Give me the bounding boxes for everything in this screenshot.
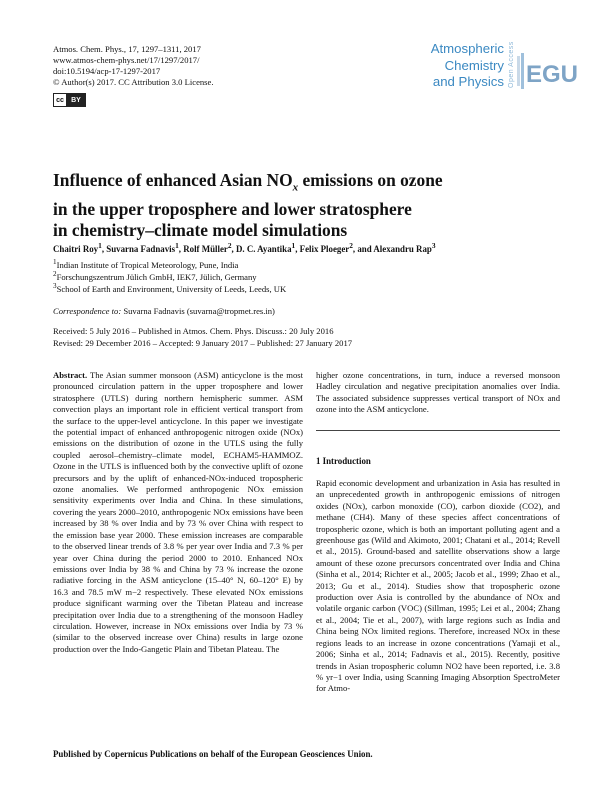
open-access-label: Open Access <box>508 41 515 89</box>
citation: Atmos. Chem. Phys., 17, 1297–1311, 2017 <box>53 44 201 54</box>
publisher-footer: Published by Copernicus Publications on behalf of the European Geosciences Union. <box>53 749 373 759</box>
journal-line-3: and Physics <box>432 74 504 89</box>
cc-by-badge <box>53 93 86 107</box>
dates-revised: Revised: 29 December 2016 – Accepted: 9 January 2017 – Published: 27 January 2017 <box>53 338 353 348</box>
abstract-text: The Asian summer monsoon (ASM) anticyclone is the most pronounced circulation pattern in the upper troposphere and lower stratosphere (UTLS) during northern hemispheric summer. ASM convection plays an important role in efficient vertical transport from the surface to the upper-level anticyclone. In this paper we investigate the potential impact of enhanced anthropogenic nitrogen oxide (NOx) emissions on the distribution of ozone in the UTLS using the fully coupled aerosol–chemistry–climate model, ECHAM5-HAMMOZ. Ozone in the UTLS is influenced both by the convective uplift of ozone precursors and by the uplift of enhanced-NOx-induced tropospheric ozone anomalies. We performed anthropogenic NOx emission sensitivity experiments over India and China. In these simulations, covering the years 2000–2010, anthropogenic NOx emissions have been increased by 38 % over India and by 73 % over China with respect to the emission base year 2000. These emission increases are comparable to the observed linear trends of 3.8 % per year over India and 7.3 % per year over China during the period 2000 to 2010. Enhanced NOx emissions over India by 38 % and China by 73 % increase the ozone radiative forcing in the ASM anticyclone (15–40° N, 60–120° E) by 16.3 and 78.5 mW m−2 respectively. These elevated NOx emissions produce significant warming over the Tibetan Plateau and increase precipitation over India due to a strengthening of the monsoon Hadley circulation. However, increase in NOx emissions over India by 73 % (similar to the observed increase over China) results in large ozone production over the Indo-Gangetic Plain and Tibetan Plateau. The <box>53 370 303 654</box>
by-icon: BY <box>67 94 85 106</box>
cc-icon: cc <box>54 94 67 106</box>
journal-line-2: Chemistry <box>444 57 504 73</box>
affiliation-2: $^2$Forschungszentrum Jülich GmbH, IEK7, Jülich, Germany <box>53 270 257 282</box>
article-metadata <box>53 44 214 88</box>
abstract-label: Abstract. <box>53 370 88 380</box>
title-line-3: in chemistry–climate model simulations <box>53 220 348 241</box>
journal-name <box>404 41 504 91</box>
abstract-continuation: higher ozone concentrations, in turn, induce a reversed monsoon Hadley circulation and negative precipitation anomalies over India. The associated subsidence suppresses vertical transport of NOx and ozone into the ASM anticyclone. <box>316 370 560 415</box>
abstract-body <box>53 370 303 655</box>
article-url[interactable]: www.atmos-chem-phys.net/17/1297/2017/ <box>53 55 200 65</box>
affiliation-3: $^3$School of Earth and Environment, University of Leeds, Leeds, UK <box>53 282 287 294</box>
author-list: Chaitri Roy$^1$, Suvarna Fadnavis$^1$, Rolf Müller$^2$, D. C. Ayantika$^1$, Felix Ploeger$^2$, and Alexandru Rap$^3$ <box>53 241 436 254</box>
title-line-1: Influence of enhanced Asian $NO_x$ emissions on ozone <box>53 170 443 194</box>
abstract <box>53 370 303 655</box>
affiliation-1: $^1$Indian Institute of Tropical Meteorology, Pune, India <box>53 258 239 270</box>
title-line-2: in the upper troposphere and lower stratosphere <box>53 198 412 219</box>
correspondence: Correspondence to: Suvarna Fadnavis (suvarna@tropmet.res.in) <box>53 306 275 316</box>
egu-logo-icon <box>516 50 579 92</box>
dates-received: Received: 5 July 2016 – Published in Atmos. Chem. Phys. Discuss.: 20 July 2016 <box>53 326 334 336</box>
section-heading-introduction: 1 Introduction <box>316 456 371 466</box>
egu-logo-bars <box>517 53 524 89</box>
egu-logo-text: EGU <box>526 61 579 88</box>
journal-line-1: Atmospheric <box>430 41 504 56</box>
doi[interactable]: doi:10.5194/acp-17-1297-2017 <box>53 66 161 76</box>
copyright: © Author(s) 2017. CC Attribution 3.0 License. <box>53 77 214 87</box>
paper-title <box>53 170 513 242</box>
introduction-text: Rapid economic development and urbanization in Asia has resulted in an unprecedented growth in anthropogenic emissions of nitrogen oxides (NOx), carbon monoxide (CO), carbon dioxide (CO2), and methane (CH4). Many of these species affect concentrations of tropospheric ozone, which is both an important polluting agent and a greenhouse gas (Wild and Akimoto, 2001; Chatani et al., 2014; Revell et al., 2015). Ground-based and satellite observations show a large amount of these ozone precursors concentrated over India and China (Sinha et al., 2014; Richter et al., 2005; Jacob et al., 1999; Zhao et al., 2013; Gu et al., 2014). Studies show that tropospheric ozone production over Asia is controlled by the abundance of NOx and volatile organic carbon (VOC) (Sillman, 1995; Lei et al., 2004; Zhang et al., 2004; Tie et al., 2007), with large regions such as India and China being NOx limited regions. Therefore, increased NOx in these regions leads to an increase in ozone concentrations (Yamaji et al., 2006; Sinha et al., 2014; Fadnavis et al., 2015). Recently, positive trends in Asian tropospheric column NO2 have been reported, i.e. 3.8 % yr−1 over India, using Scanning Imaging Absorption SpectroMeter for Atmo- <box>316 478 560 694</box>
abstract-rule <box>316 430 560 431</box>
